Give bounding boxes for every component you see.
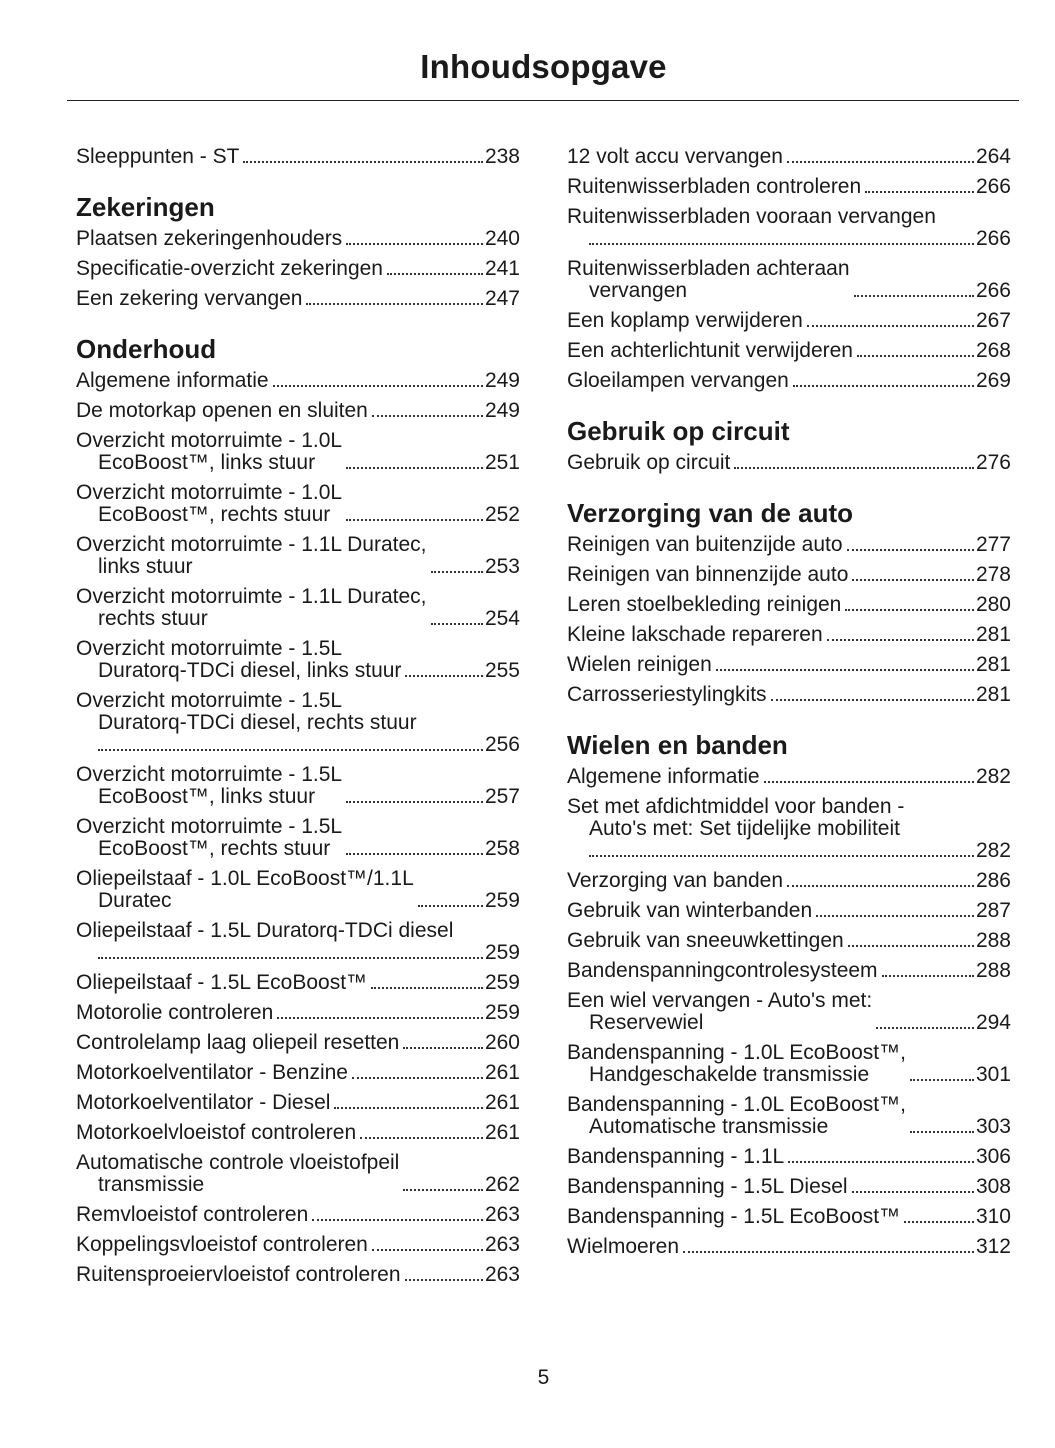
toc-entry[interactable]: Verzorging van banden 286	[567, 869, 1011, 892]
toc-entry[interactable]: Automatische controle vloeistofpeil transmissie 262	[76, 1151, 520, 1196]
section-heading: Onderhoud	[76, 334, 217, 364]
toc-entry[interactable]: Motorkoelventilator - Benzine 261	[76, 1061, 520, 1084]
title-rule	[67, 100, 1019, 101]
toc-entry[interactable]: Specificatie-overzicht zekeringen 241	[76, 257, 520, 280]
toc-entry[interactable]: Sleeppunten - ST 238	[76, 145, 520, 168]
page-number: 5	[537, 1366, 550, 1389]
toc-entry[interactable]: Overzicht motorruimte - 1.5L EcoBoost™, links stuur 257	[76, 763, 520, 808]
toc-entry[interactable]: Een koplamp verwijderen 267	[567, 309, 1011, 332]
toc-entry[interactable]: Algemene informatie 282	[567, 765, 1011, 788]
page-title: Inhoudsopgave	[420, 48, 667, 85]
section-heading: Verzorging van de auto	[567, 498, 854, 528]
toc-entry[interactable]: Motorkoelventilator - Diesel 261	[76, 1091, 520, 1114]
toc-entry[interactable]: Bandenspanning - 1.0L EcoBoost™, Handgeschakelde transmissie 301	[567, 1041, 1011, 1086]
toc-entry[interactable]: Wielmoeren 312	[567, 1235, 1011, 1258]
toc-entry[interactable]: De motorkap openen en sluiten 249	[76, 399, 520, 422]
section-heading: Gebruik op circuit	[567, 416, 790, 446]
toc-entry[interactable]: Plaatsen zekeringenhouders 240	[76, 227, 520, 250]
toc-entry[interactable]: Reinigen van binnenzijde auto 278	[567, 563, 1011, 586]
toc-left-column	[76, 146, 520, 1294]
toc-entry[interactable]: Bandenspanning - 1.5L EcoBoost™ 310	[567, 1205, 1011, 1228]
toc-entry[interactable]: Ruitenwisserbladen controleren 266	[567, 175, 1011, 198]
toc-entry[interactable]: Bandenspanning - 1.1L 306	[567, 1145, 1011, 1168]
toc-entry[interactable]: Gebruik van sneeuwkettingen 288	[567, 929, 1011, 952]
toc-entry[interactable]: Motorkoelvloeistof controleren 261	[76, 1121, 520, 1144]
toc-entry[interactable]: Leren stoelbekleding reinigen 280	[567, 593, 1011, 616]
toc-entry[interactable]: Oliepeilstaaf - 1.5L Duratorq-TDCi diesel 259	[76, 919, 520, 964]
toc-entry[interactable]: Overzicht motorruimte - 1.0L EcoBoost™, links stuur 251	[76, 429, 520, 474]
toc-entry[interactable]: Overzicht motorruimte - 1.0L EcoBoost™, rechts stuur 252	[76, 481, 520, 526]
toc-entry[interactable]: Set met afdichtmiddel voor banden - Auto's met: Set tijdelijke mobiliteit 282	[567, 795, 1011, 862]
toc-entry[interactable]: Bandenspanning - 1.5L Diesel 308	[567, 1175, 1011, 1198]
page-ref: 238	[484, 145, 520, 168]
toc-entry[interactable]: Controlelamp laag oliepeil resetten 260	[76, 1031, 520, 1054]
toc-entry[interactable]: Algemene informatie 249	[76, 369, 520, 392]
toc-entry[interactable]: Een achterlichtunit verwijderen 268	[567, 339, 1011, 362]
toc-entry[interactable]: Gebruik van winterbanden 287	[567, 899, 1011, 922]
toc-entry[interactable]: Een wiel vervangen - Auto's met: Reservewiel 294	[567, 989, 1011, 1034]
toc-entry[interactable]: Ruitensproeiervloeistof controleren 263	[76, 1263, 520, 1286]
toc-entry[interactable]: Wielen reinigen 281	[567, 653, 1011, 676]
toc-entry[interactable]: Een zekering vervangen 247	[76, 287, 520, 310]
toc-entry[interactable]: Reinigen van buitenzijde auto 277	[567, 533, 1011, 556]
toc-entry[interactable]: Overzicht motorruimte - 1.1L Duratec, links stuur 253	[76, 533, 520, 578]
toc-entry[interactable]: Gloeilampen vervangen 269	[567, 369, 1011, 392]
toc-right-column	[567, 146, 1011, 1266]
toc-entry[interactable]: Remvloeistof controleren 263	[76, 1203, 520, 1226]
toc-entry[interactable]: Bandenspanning - 1.0L EcoBoost™, Automatische transmissie 303	[567, 1093, 1011, 1138]
toc-entry[interactable]: Overzicht motorruimte - 1.1L Duratec, rechts stuur 254	[76, 585, 520, 630]
toc-entry[interactable]: Motorolie controleren 259	[76, 1001, 520, 1024]
toc-entry[interactable]: Ruitenwisserbladen vooraan vervangen 266	[567, 205, 1011, 250]
toc-entry[interactable]: Koppelingsvloeistof controleren 263	[76, 1233, 520, 1256]
toc-entry[interactable]: Gebruik op circuit 276	[567, 451, 1011, 474]
toc-entry[interactable]: Oliepeilstaaf - 1.5L EcoBoost™ 259	[76, 971, 520, 994]
toc-entry[interactable]: 12 volt accu vervangen 264	[567, 145, 1011, 168]
toc-entry[interactable]: Kleine lakschade repareren 281	[567, 623, 1011, 646]
toc-entry[interactable]: Oliepeilstaaf - 1.0L EcoBoost™/1.1L Duratec 259	[76, 867, 520, 912]
toc-entry[interactable]: Overzicht motorruimte - 1.5L Duratorq-TDCi diesel, links stuur 255	[76, 637, 520, 682]
section-heading: Wielen en banden	[567, 730, 788, 760]
section-heading: Zekeringen	[76, 192, 215, 222]
toc-entry[interactable]: Bandenspanningcontrolesysteem 288	[567, 959, 1011, 982]
toc-entry[interactable]: Ruitenwisserbladen achteraan vervangen 266	[567, 257, 1011, 302]
toc-entry[interactable]: Overzicht motorruimte - 1.5L Duratorq-TDCi diesel, rechts stuur 256	[76, 689, 520, 756]
toc-entry[interactable]: Carrosseriestylingkits 281	[567, 683, 1011, 706]
toc-entry[interactable]: Overzicht motorruimte - 1.5L EcoBoost™, rechts stuur 258	[76, 815, 520, 860]
